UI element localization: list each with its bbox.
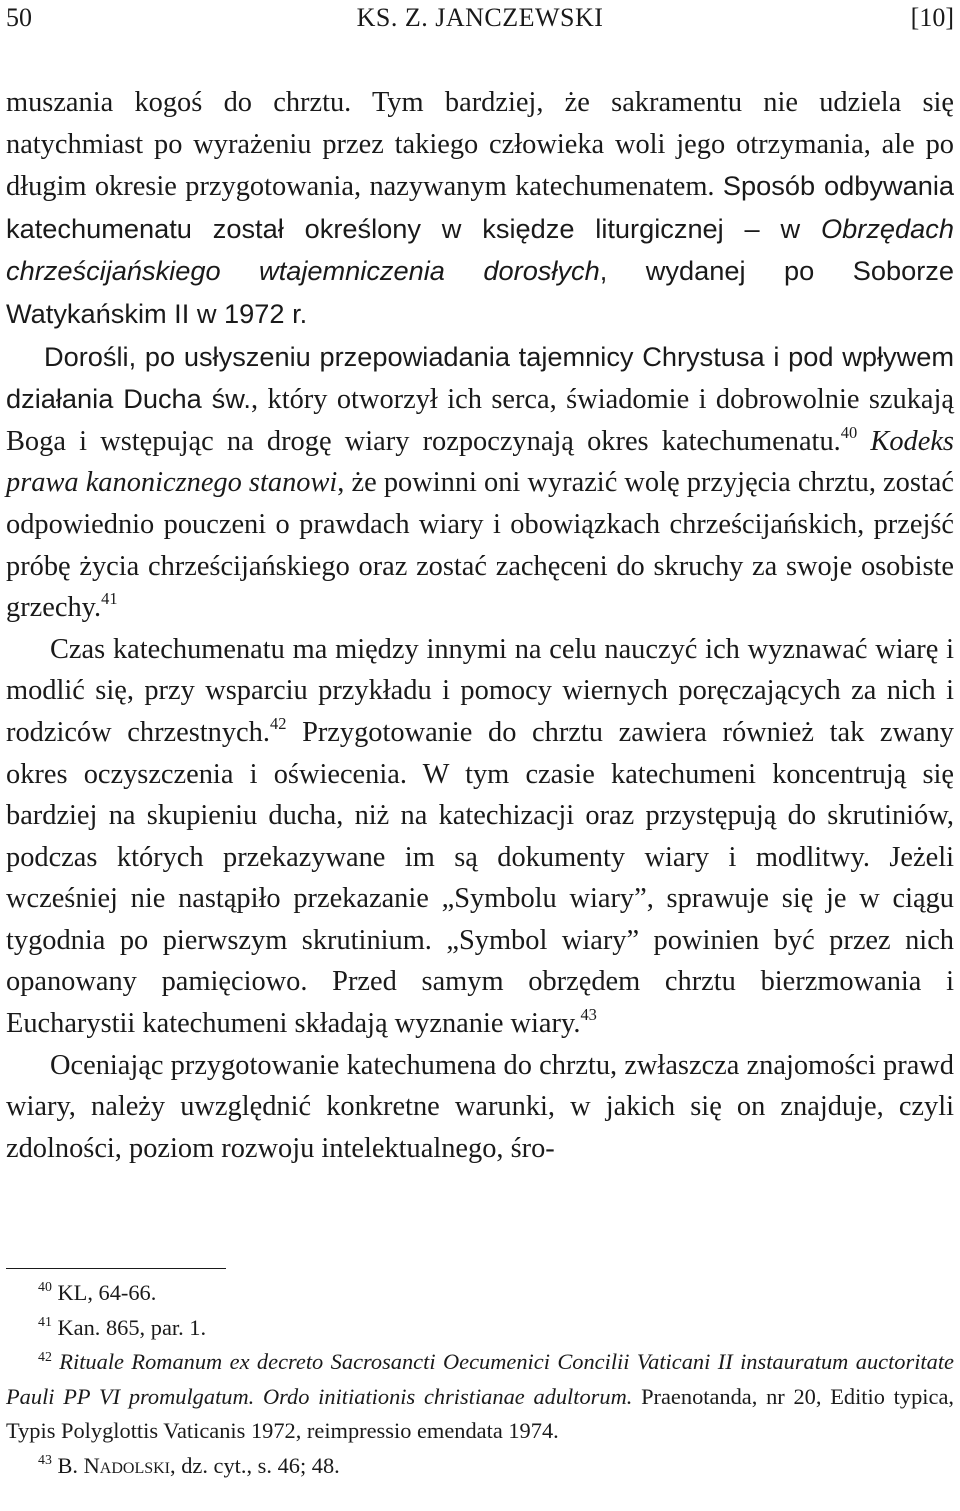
page-number: 50: [6, 3, 32, 32]
footnote-ref-42[interactable]: 42: [269, 714, 287, 734]
italic-title: Kodeks prawa kanonicznego stanowi: [6, 425, 954, 499]
paragraph-4: [6, 1045, 954, 1170]
footnote-number: 43: [38, 1453, 52, 1469]
footnote-number: 41: [38, 1314, 52, 1330]
footnote-separator: [6, 1268, 226, 1269]
italic-title: Obrzędach chrześcijańskiego wtajemniczenia dorosłych: [6, 212, 954, 287]
footnote-ref-41[interactable]: 41: [101, 589, 118, 609]
text-run: , wydanej po Soborze Watykańskim II w 1972 r.: [6, 255, 954, 329]
text-run: Dorośli, po usłyszeniu przepowiadania tajemnicy Chrystusa i pod wpływem działania Ducha św.: [6, 340, 954, 415]
paragraph-3: [6, 629, 954, 1045]
main-text: [6, 82, 954, 1169]
text-run: Sposób odbywania katechumenatu został określony w księdze liturgicznej – w: [6, 170, 954, 244]
footnote-ref-40[interactable]: 40: [840, 422, 858, 442]
section-marker: [10]: [910, 3, 954, 32]
footnote-40: [6, 1276, 954, 1311]
footnote-text: KL, 64-66.: [51, 1280, 157, 1305]
footnote-italic-title: Rituale Romanum ex decreto Sacrosancti Oecumenici Concilii Vaticani II instauratum auctoritate Pauli PP VI promulgatum. Ordo initiationis christianae adultorum.: [6, 1349, 954, 1409]
paragraph-2: [6, 336, 954, 629]
footnote-ref-43[interactable]: 43: [580, 1005, 597, 1025]
footnote-text: B.: [51, 1452, 84, 1478]
footnote-text: , dz. cyt., s. 46; 48.: [170, 1452, 340, 1478]
footnote-42: [6, 1345, 954, 1449]
text-run: Czas katechumenatu ma między innymi na celu nauczyć ich wyznawać wiarę i modlić się, przy wsparciu przykładu i pomocy wiernych poręczających za nich i rodziców chrzestnych.: [6, 633, 954, 748]
footnote-number: 42: [38, 1349, 52, 1365]
text-run: Oceniając przygotowanie katechumena do chrztu, zwłaszcza znajomości prawd wiary, należy uwzględnić konkretne warunki, w jakich się on znajduje, czyli zdolności, poziom rozwoju intelektualnego, śro-: [6, 1049, 954, 1164]
footnote-43: [6, 1449, 954, 1484]
footnote-text: Praenotanda, nr 20, Editio typica, Typis Polyglottis Vaticanis 1972, reimpressio emendata 1974.: [6, 1383, 954, 1444]
running-head-author: KS. Z. JANCZEWSKI: [356, 3, 604, 32]
text-run: , który otworzył ich serca, świadomie i dobrowolnie szukają Boga i wstępując na drogę wiary rozpoczynają okres katechumenatu.: [6, 384, 954, 457]
footnote-number: 40: [38, 1280, 52, 1296]
footnotes: [6, 1276, 954, 1484]
footnote-text: Kan. 865, par. 1.: [51, 1314, 207, 1340]
text-run: Przygotowanie do chrztu zawiera również tak zwany okres oczyszczenia i oświecenia. W tym czasie katechumeni koncentrują się bardziej na skupieniu ducha, niż na katechizacji oraz przystępują do skrutiniów, podczas których przekazywane im są dokumenty wiary i modlitwy. Jeżeli wcześniej nie nastąpiło przekazanie „Symbolu wiary”, sprawuje się je w ciągu tygodnia po pierwszym skrutinium. „Symbol wiary” powinien być przez nich opanowany pamięciowo. Przed samym obrzędem chrztu bierzmowania i Eucharystii katechumeni składają wyznanie wiary.: [6, 716, 955, 1040]
footnote-author: Nadolski: [83, 1452, 170, 1478]
text-run: , że powinni oni wyrazić wolę przyjęcia chrztu, zostać odpowiednio pouczeni o prawdach wiary i obowiązkach chrześcijańskich, przejść próbę życia chrześcijańskiego oraz zostać zachęceni do skruchy za swoje osobiste grzechy.: [6, 467, 954, 624]
paragraph-1: [6, 82, 954, 336]
running-header: [6, 0, 954, 36]
text-run: muszania kogoś do chrztu. Tym bardziej, że sakramentu nie udziela się natychmiast po wyrażeniu przez takiego człowieka woli jego otrzymania, ale po długim okresie przygotowania, nazywanym katechumenatem.: [6, 87, 954, 203]
footnote-41: [6, 1311, 954, 1346]
